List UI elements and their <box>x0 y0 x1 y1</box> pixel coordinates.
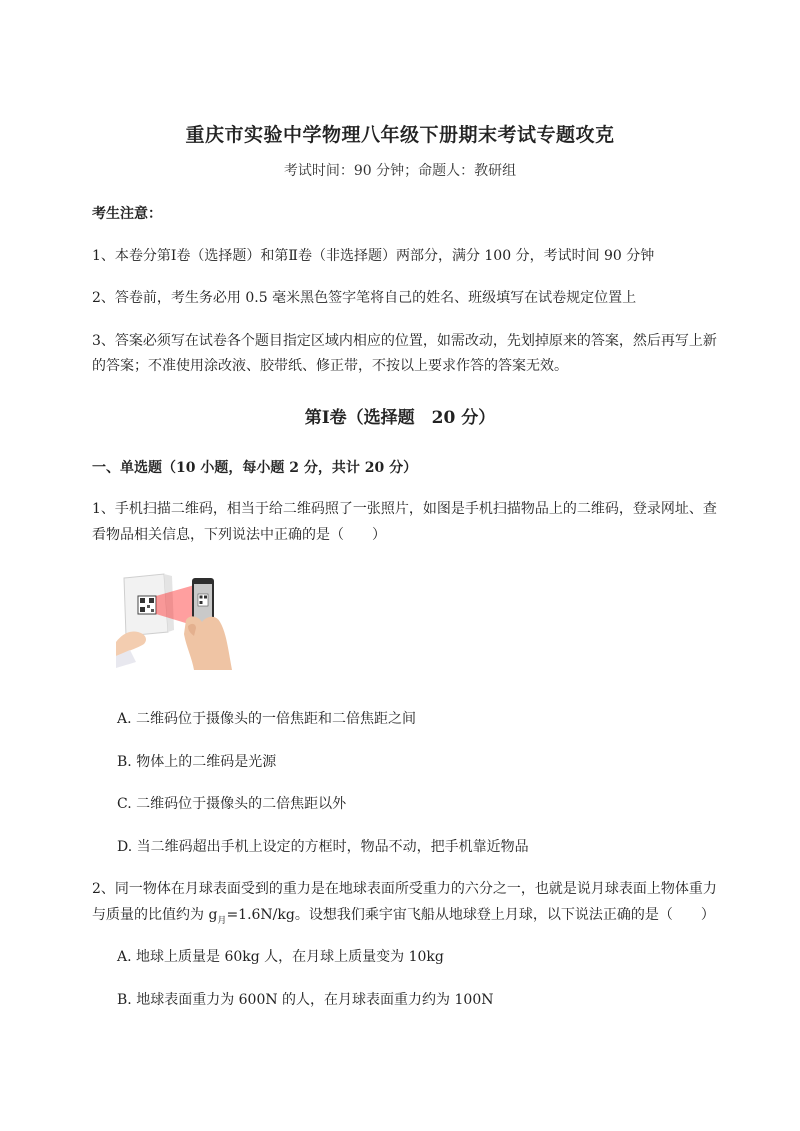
question-2-line-1: 2、同一物体在月球表面受到的重力是在地球表面所受重力的六分之一，也就是说月球表面上物体重力 <box>92 881 717 897</box>
note-item-1: 1、本卷分第Ⅰ卷（选择题）和第Ⅱ卷（非选择题）两部分，满分 100 分，考试时间 90 分钟 <box>92 248 655 264</box>
exam-subtitle: 考试时间：90 分钟；命题人：教研组 <box>283 163 517 179</box>
question-2-option-b[interactable]: B. 地球表面重力为 600N 的人，在月球表面重力约为 100N <box>117 992 494 1008</box>
part-heading: 一、单选题（10 小题，每小题 2 分，共计 20 分） <box>92 460 418 476</box>
question-1-line-2: 看物品相关信息，下列说法中正确的是（ ） <box>92 527 386 543</box>
notes-heading: 考生注意： <box>92 206 162 222</box>
note-item-3-cont: 的答案；不准使用涂改液、胶带纸、修正带，不按以上要求作答的答案无效。 <box>92 358 568 374</box>
question-1-option-c[interactable]: C. 二维码位于摄像头的二倍焦距以外 <box>117 796 347 812</box>
note-item-2: 2、答卷前，考生务必用 0.5 毫米黑色签字笔将自己的姓名、班级填写在试卷规定位置上 <box>92 290 637 306</box>
question-2-line-2-pre: 与质量的比值约为 g <box>92 907 218 923</box>
question-2-line-2 <box>92 904 715 926</box>
question-1-option-a[interactable]: A. 二维码位于摄像头的一倍焦距和二倍焦距之间 <box>117 711 417 727</box>
question-2-option-a[interactable]: A. 地球上质量是 60kg 人，在月球上质量变为 10kg <box>117 949 444 965</box>
question-1-option-d[interactable]: D. 当二维码超出手机上设定的方框时，物品不动，把手机靠近物品 <box>117 839 529 855</box>
question-1-option-b[interactable]: B. 物体上的二维码是光源 <box>117 754 277 770</box>
section-title: 第Ⅰ卷（选择题 20 分） <box>304 408 496 428</box>
question-2-line-2-post: =1.6N/kg。设想我们乘宇宙飞船从地球登上月球，以下说法正确的是（ ） <box>226 907 715 923</box>
phone-scanning-qr-image <box>116 570 236 670</box>
exam-title: 重庆市实验中学物理八年级下册期末考试专题攻克 <box>185 124 615 146</box>
question-1-line-1: 1、手机扫描二维码，相当于给二维码照了一张照片，如图是手机扫描物品上的二维码，登录网址、查 <box>92 501 717 517</box>
note-item-3: 3、答案必须写在试卷各个题目指定区域内相应的位置，如需改动，先划掉原来的答案，然后再写上新 <box>92 333 717 349</box>
moon-subscript: 月 <box>217 915 227 926</box>
